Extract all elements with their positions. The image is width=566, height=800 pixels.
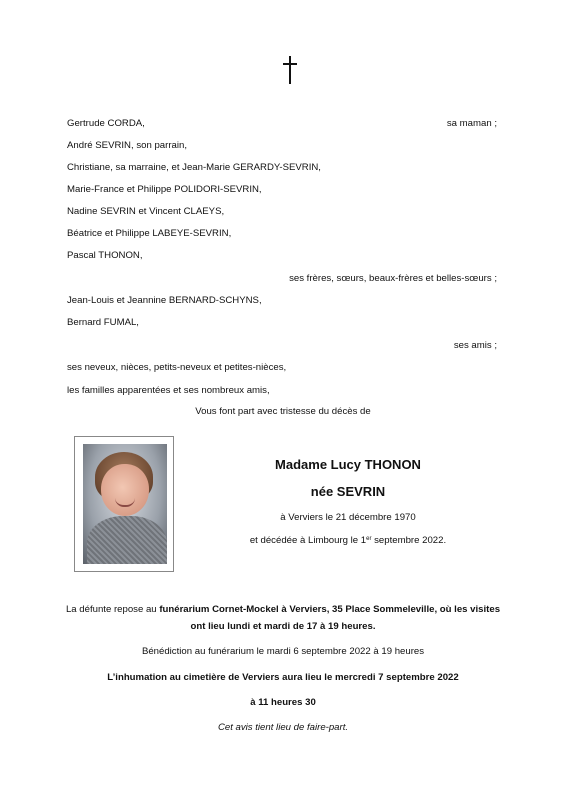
closing-text: Cet avis tient lieu de faire-part. <box>217 722 349 733</box>
relation-friends: ses amis ; <box>453 340 497 351</box>
benediction-text: Bénédiction au funérarium le mardi 6 septembre 2022 à 19 heures <box>141 646 425 657</box>
birth-info: à Verviers le 21 décembre 1970 <box>280 512 416 523</box>
repose-paragraph: La défunte repose au funérarium Cornet-Mockel à Verviers, 35 Place Sommeleville, où les visites ont lieu lundi et mardi de 17 à 19 heures. <box>65 604 501 632</box>
friend-line: Bernard FUMAL, <box>67 317 139 328</box>
deceased-name: Madame Lucy THONON <box>275 457 421 472</box>
relative-line: Pascal THONON, <box>67 250 143 261</box>
portrait-photo <box>74 436 174 572</box>
extended-line: les familles apparentées et ses nombreux amis, <box>67 385 270 396</box>
relative-line: Christiane, sa marraine, et Jean-Marie GERARDY-SEVRIN, <box>67 162 321 173</box>
death-info: et décédée à Limbourg le 1er septembre 2022. <box>249 535 447 546</box>
friend-line: Jean-Louis et Jeannine BERNARD-SCHYNS, <box>67 295 262 306</box>
relation-siblings: ses frères, sœurs, beaux-frères et belles-sœurs ; <box>289 273 497 284</box>
relative-line: Nadine SEVRIN et Vincent CLAEYS, <box>67 206 225 217</box>
relative-line: Béatrice et Philippe LABEYE-SEVRIN, <box>67 228 232 239</box>
inhumation-text: L’inhumation au cimetière de Verviers aura lieu le mercredi 7 septembre 2022 <box>107 672 459 683</box>
deceased-maiden-name: née SEVRIN <box>310 484 386 499</box>
inhumation-time: à 11 heures 30 <box>250 697 316 708</box>
relative-line: Gertrude CORDA, <box>67 118 145 129</box>
cross-icon <box>282 56 298 84</box>
relative-line: André SEVRIN, son parrain, <box>67 140 187 151</box>
relation-maman: sa maman ; <box>446 118 497 129</box>
extended-line: ses neveux, nièces, petits-neveux et petites-nièces, <box>67 362 287 373</box>
announce-text: Vous font part avec tristesse du décès de <box>195 406 371 417</box>
relative-line: Marie-France et Philippe POLIDORI-SEVRIN, <box>67 184 262 195</box>
